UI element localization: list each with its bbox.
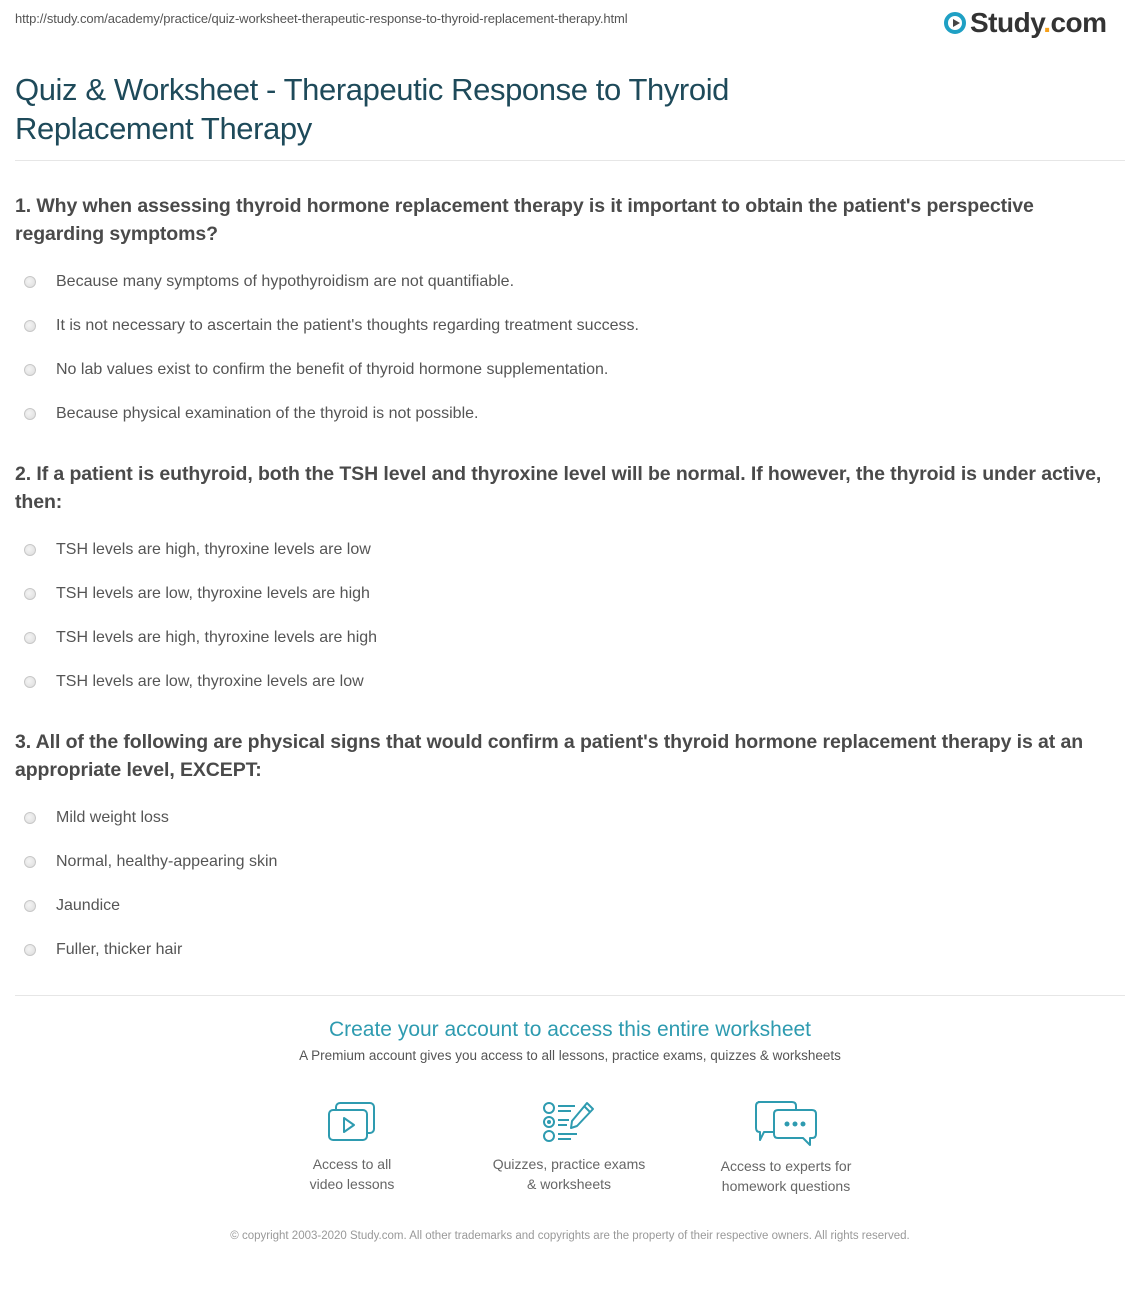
radio-button-icon[interactable] (24, 944, 36, 956)
answer-option[interactable]: Normal, healthy-appearing skin (15, 840, 1125, 884)
feature-label: Quizzes, practice exams & worksheets (492, 1156, 646, 1192)
radio-button-icon[interactable] (24, 276, 36, 288)
logo-text: Study.com (970, 7, 1107, 38)
chat-bubbles-icon (754, 1100, 818, 1146)
cta-subtitle: A Premium account gives you access to all lessons, practice exams, quizzes & worksheets (299, 1048, 841, 1063)
answer-option[interactable]: It is not necessary to ascertain the patient's thoughts regarding treatment success. (15, 304, 1125, 348)
radio-button-icon[interactable] (24, 364, 36, 376)
answer-option[interactable]: Mild weight loss (15, 796, 1125, 840)
play-logo-icon (944, 12, 966, 34)
answer-option[interactable]: No lab values exist to confirm the benefit of thyroid hormone supplementation. (15, 348, 1125, 392)
answer-option[interactable]: TSH levels are high, thyroxine levels are low (15, 528, 1125, 572)
quiz-checklist-icon (541, 1100, 597, 1144)
question-2 (15, 460, 1125, 704)
answer-option[interactable]: TSH levels are low, thyroxine levels are high (15, 572, 1125, 616)
answer-option[interactable]: TSH levels are high, thyroxine levels are high (15, 616, 1125, 660)
radio-button-icon[interactable] (24, 676, 36, 688)
answer-option[interactable]: Jaundice (15, 884, 1125, 928)
answer-option[interactable]: Because physical examination of the thyroid is not possible. (15, 392, 1125, 436)
radio-button-icon[interactable] (24, 812, 36, 824)
title-divider (15, 160, 1125, 161)
video-lessons-icon (326, 1100, 378, 1144)
page-url: http://study.com/academy/practice/quiz-worksheet-therapeutic-response-to-thyroid-replacement-therapy.html (15, 11, 628, 26)
feature-video-lessons (252, 1100, 452, 1194)
answer-option[interactable]: TSH levels are low, thyroxine levels are low (15, 660, 1125, 704)
radio-button-icon[interactable] (24, 544, 36, 556)
page-title: Quiz & Worksheet - Therapeutic Response to Thyroid Replacement Therapy (15, 72, 730, 146)
question-text: 3. All of the following are physical signs that would confirm a patient's thyroid hormone replacement therapy is at an appropriate level, EXCEPT: (15, 731, 1084, 781)
radio-button-icon[interactable] (24, 632, 36, 644)
answer-option[interactable]: Fuller, thicker hair (15, 928, 1125, 972)
feature-experts (686, 1100, 886, 1196)
radio-button-icon[interactable] (24, 856, 36, 868)
radio-button-icon[interactable] (24, 408, 36, 420)
answer-option[interactable]: Because many symptoms of hypothyroidism are not quantifiable. (15, 260, 1125, 304)
question-text: 2. If a patient is euthyroid, both the TSH level and thyroxine level will be normal. If however, the thyroid is under active, then: (15, 463, 1102, 513)
feature-label: Access to experts for homework questions (720, 1158, 852, 1194)
radio-button-icon[interactable] (24, 900, 36, 912)
radio-button-icon[interactable] (24, 588, 36, 600)
question-text: 1. Why when assessing thyroid hormone replacement therapy is it important to obtain the patient's perspective regarding symptoms? (15, 195, 1034, 245)
feature-quizzes (469, 1100, 669, 1194)
feature-label: Access to all video lessons (309, 1156, 395, 1192)
question-1 (15, 192, 1125, 436)
content-divider (15, 995, 1125, 996)
study-logo[interactable] (944, 9, 1107, 37)
cta-title-link[interactable]: Create your account to access this entire worksheet (328, 1018, 812, 1041)
signup-cta (0, 1018, 1140, 1063)
radio-button-icon[interactable] (24, 320, 36, 332)
question-3 (15, 728, 1125, 972)
copyright-notice: © copyright 2003-2020 Study.com. All other trademarks and copyrights are the property of their respective owners. All rights reserved. (230, 1230, 910, 1242)
